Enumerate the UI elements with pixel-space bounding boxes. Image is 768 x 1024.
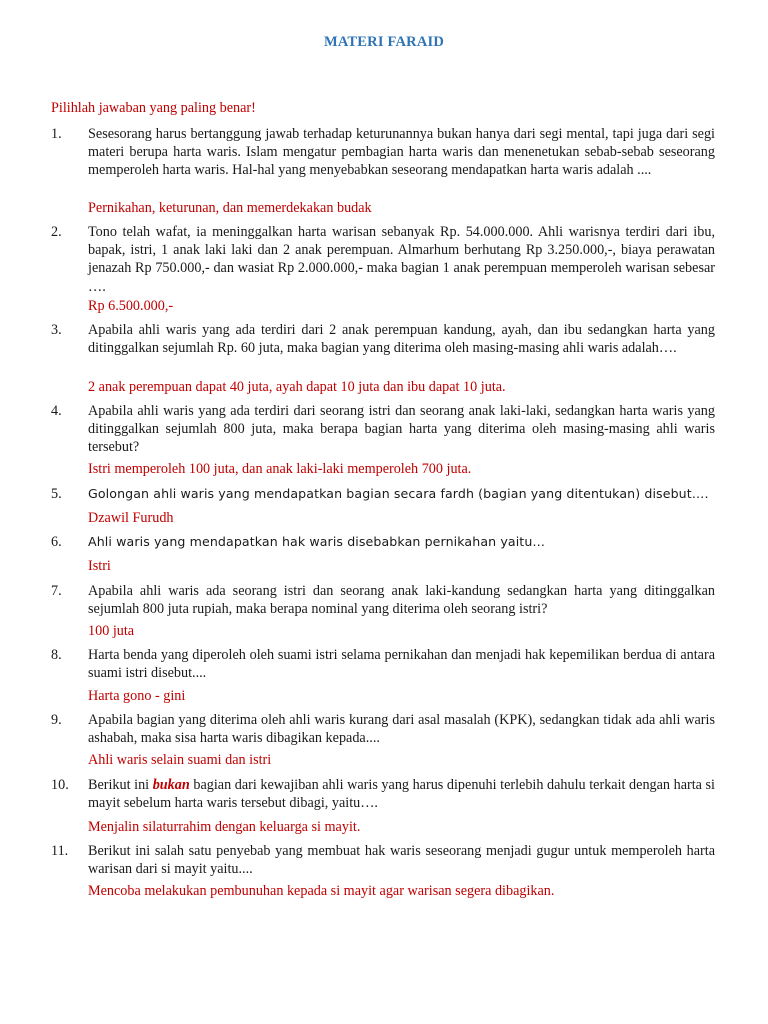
answer-5: Dzawil Furudh (88, 510, 174, 526)
question-number: 11. (51, 843, 69, 859)
answer-7: 100 juta (88, 623, 135, 639)
question-text: Berikut ini salah satu penyebab yang membuat hak waris seseorang menjadi gugur untuk memperoleh harta warisan dari si mayit yaitu.... (88, 843, 715, 878)
question-number: 2. (51, 224, 62, 240)
answer-4: Istri memperoleh 100 juta, dan anak laki-laki memperoleh 700 juta. (88, 461, 472, 477)
question-text: Ahli waris yang mendapatkan hak waris disebabkan pernikahan yaitu… (88, 534, 546, 549)
question-5 (51, 485, 715, 503)
answer-11: Mencoba melakukan pembunuhan kepada si mayit agar warisan segera dibagikan. (88, 883, 555, 899)
question-6 (51, 533, 715, 551)
question-text: Apabila ahli waris yang ada terdiri dari seorang istri dan seorang anak laki-laki, sedangkan harta waris yang ditinggalkan sejumlah 800 juta, maka berapa bagian harta yang diterima oleh masing-masing ahli waris tersebut? (88, 403, 715, 456)
question-text: Apabila ahli waris yang ada terdiri dari 2 anak perempuan kandung, ayah, dan ibu sedangkan harta yang ditinggalkan sejumlah Rp. 60 juta, maka bagian yang diterima oleh masing-masing ahli waris adalah…. (88, 322, 715, 357)
question-2 (51, 223, 715, 296)
question-number: 9. (51, 712, 62, 728)
answer-3: 2 anak perempuan dapat 40 juta, ayah dapat 10 juta dan ibu dapat 10 juta. (88, 379, 506, 395)
emphasis-bukan: bukan (152, 777, 190, 793)
question-number: 7. (51, 583, 62, 599)
question-text: Golongan ahli waris yang mendapatkan bagian secara fardh (bagian yang ditentukan) disebut…. (88, 486, 709, 501)
question-4 (51, 402, 715, 457)
question-text: Sesesorang harus bertanggung jawab terhadap keturunannya bukan hanya dari segi mental, tapi juga dari segi materi berupa harta waris. Islam mengatur pembagian harta waris dan menenetukan sebab-sebab seseorang memperoleh harta waris. Hal-hal yang menyebabkan seseorang mendapatkan harta waris adalah .... (88, 126, 715, 179)
question-1 (51, 125, 715, 180)
answer-2: Rp 6.500.000,- (88, 298, 174, 314)
question-number: 3. (51, 322, 62, 338)
question-number: 5. (51, 486, 62, 502)
instruction-text: Pilihlah jawaban yang paling benar! (51, 100, 256, 116)
question-text: Tono telah wafat, ia meninggalkan harta warisan sebanyak Rp. 54.000.000. Ahli warisnya terdiri dari ibu, bapak, istri, 1 anak laki laki dan 2 anak perempuan. Almarhum berhutang Rp 3.250.000,-, biaya perawatan jenazah Rp 750.000,- dan wasiat Rp 2.000.000,- maka bagian 1 anak perempuan memperoleh warisan sebesar …. (88, 224, 715, 295)
question-number: 1. (51, 126, 62, 142)
question-text-pre: Berikut ini (88, 777, 153, 793)
question-8 (51, 646, 715, 682)
question-7 (51, 582, 715, 618)
answer-8: Harta gono - gini (88, 688, 186, 704)
answer-10: Menjalin silaturrahim dengan keluarga si mayit. (88, 819, 361, 835)
page-title: MATERI FARAID (323, 34, 445, 50)
answer-9: Ahli waris selain suami dan istri (88, 752, 272, 768)
question-text: Apabila bagian yang diterima oleh ahli waris kurang dari asal masalah (KPK), sedangkan tidak ada ahli waris ashabah, maka sisa harta waris dibagikan kepada.... (88, 712, 715, 747)
question-text-post: bagian dari kewajiban ahli waris yang harus dipenuhi terlebih dahulu terkait dengan harta si mayit sebelum harta waris tersebut dibagi, yaitu…. (88, 777, 715, 812)
question-number: 4. (51, 403, 62, 419)
question-3 (51, 321, 715, 357)
question-10 (51, 776, 715, 812)
question-9 (51, 711, 715, 747)
answer-1: Pernikahan, keturunan, dan memerdekakan budak (88, 200, 372, 216)
question-text: Apabila ahli waris ada seorang istri dan seorang anak laki-kandung sedangkan harta yang ditinggalkan sejumlah 800 juta rupiah, maka berapa nominal yang diterima oleh seorang istri? (88, 583, 715, 618)
question-text (88, 776, 715, 812)
question-number: 10. (51, 777, 69, 793)
question-text: Harta benda yang diperoleh oleh suami istri selama pernikahan dan menjadi hak kepemilikan berdua di antara suami istri disebut.... (88, 647, 715, 682)
answer-6: Istri (88, 558, 111, 574)
question-11 (51, 842, 715, 878)
question-number: 6. (51, 534, 62, 550)
question-number: 8. (51, 647, 62, 663)
